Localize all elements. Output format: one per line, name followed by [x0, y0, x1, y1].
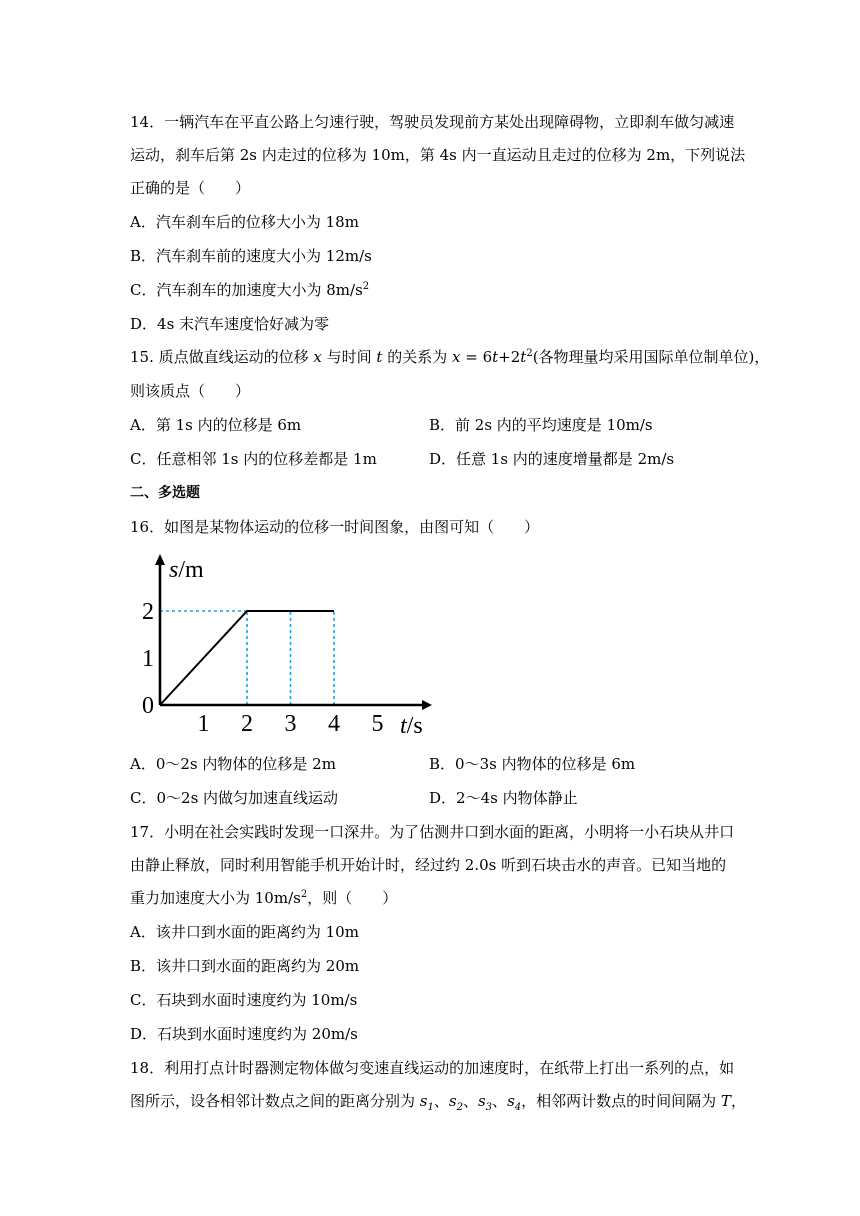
q17-option-c: C．石块到水面时速度约为 10m/s: [130, 991, 358, 1009]
x-tick-label: 4: [328, 711, 340, 737]
q18-sep-2: 、: [462, 1092, 478, 1110]
q14-stem-line1: 14．一辆汽车在平直公路上匀速行驶，驾驶员发现前方某处出现障碍物，立即刹车做匀减速: [130, 113, 735, 131]
x-tick-label: 3: [284, 711, 297, 737]
q18-sep-3: 、: [492, 1092, 508, 1110]
q16-stem: 16．如图是某物体运动的位移一时间图象，由图可知（ ）: [130, 518, 540, 536]
q17-text-2: ，则（ ）: [307, 889, 398, 907]
q15-option-d: D．任意 1s 内的速度增量都是 2m/s: [429, 450, 675, 468]
q14-option-c: [130, 280, 369, 300]
q18-s4-sub: 4: [514, 1102, 522, 1113]
q15-option-c: C．任意相邻 1s 内的位移差都是 1m: [130, 450, 377, 468]
q16-option-c: C．0～2s 内做匀加速直线运动: [130, 789, 339, 807]
q15-eq-exponent: 2: [526, 348, 533, 359]
q16-option-a: A．0～2s 内物体的位移是 2m: [130, 755, 336, 773]
q15-text-2: 与时间: [321, 348, 377, 366]
q15-stem-line1: [130, 347, 769, 367]
q18-text-1: 图所示，设各相邻计数点之间的距离分别为: [130, 1092, 420, 1110]
q18-text-2: ，相邻两计数点的时间间隔为: [521, 1092, 721, 1110]
q18-s1-sub: 1: [427, 1102, 434, 1113]
q18-s3-sub: 3: [485, 1102, 493, 1113]
q14-option-b: B．汽车刹车前的速度大小为 12m/s: [130, 247, 372, 265]
q14-option-d: D．4s 末汽车速度恰好减为零: [130, 315, 330, 333]
q18-text-3: ，: [730, 1092, 746, 1110]
q17-option-a: A．该井口到水面的距离约为 10m: [130, 923, 359, 941]
y-axis-variable: s: [169, 557, 179, 583]
y-axis-arrow: [155, 554, 165, 565]
y-axis-unit: /m: [178, 557, 204, 583]
q15-text-4: (各物理量均采用国际单位制单位)，: [532, 348, 770, 366]
q14-option-a: A．汽车刹车后的位移大小为 18m: [130, 213, 359, 231]
origin-label: 0: [142, 693, 154, 719]
q15-var-x: x: [313, 348, 322, 366]
axis-labels: [142, 557, 423, 739]
dashed-guides: [160, 611, 334, 705]
q14-stem-line2: 运动，刹车后第 2s 内走过的位移为 10m，第 4s 内一直运动且走过的位移为 2m，下列说法: [130, 146, 746, 164]
q17-exponent: 2: [300, 889, 308, 900]
x-axis-variable: t: [400, 713, 407, 739]
y-tick-label: 2: [142, 599, 154, 625]
section-title: 二、多选题: [130, 485, 200, 501]
q18-stem-line1: 18．利用打点计时器测定物体做匀变速直线运动的加速度时，在纸带上打出一系列的点，如: [130, 1059, 735, 1077]
q15-eq-x: x: [452, 348, 461, 366]
x-tick-label: 2: [241, 711, 253, 737]
y-tick-label: 1: [142, 646, 154, 672]
x-axis-unit: /s: [406, 713, 423, 739]
q15-eq-t2: t: [520, 348, 527, 366]
q18-s1: s: [419, 1092, 428, 1110]
x-tick-label: 1: [197, 711, 210, 737]
q15-stem-line2: 则该质点（ ）: [130, 382, 251, 400]
q15-text-1: 15. 质点做直线运动的位移: [130, 348, 314, 366]
q18-s3: s: [477, 1092, 486, 1110]
q18-s2-sub: 2: [456, 1102, 463, 1113]
q14-stem-line3: 正确的是（ ）: [130, 179, 251, 197]
q14-option-c-text: C．汽车刹车的加速度大小为 8m/s: [130, 281, 363, 299]
q17-stem-line1: 17．小明在社会实践时发现一口深井。为了估测井口到水面的距离，小明将一小石块从井口: [130, 823, 735, 841]
q17-option-b: B．该井口到水面的距离约为 20m: [130, 957, 360, 975]
q17-text-1: 重力加速度大小为 10m/s: [130, 889, 301, 907]
x-tick-label: 5: [371, 711, 384, 737]
q17-stem-line2: 由静止释放，同时利用智能手机开始计时，经过约 2.0s 听到石块击水的声音。已知当地的: [130, 856, 727, 874]
q16-option-d: D．2～4s 内物体静止: [429, 789, 578, 807]
x-axis-title: [400, 713, 423, 739]
position-time-graph: [138, 550, 443, 740]
q18-var-T: T: [720, 1092, 731, 1110]
q15-text-3: 的关系为: [382, 348, 452, 366]
q15-eq-part1: = 6: [460, 348, 493, 366]
q17-option-d: D．石块到水面时速度约为 20m/s: [130, 1025, 358, 1043]
y-axis-title: [169, 557, 204, 583]
q18-s2: s: [448, 1092, 457, 1110]
q18-sep-1: 、: [433, 1092, 449, 1110]
x-axis-arrow: [422, 700, 432, 710]
q15-option-b: B．前 2s 内的平均速度是 10m/s: [429, 416, 653, 434]
q15-eq-part2: +2: [498, 348, 521, 366]
q17-stem-line3: [130, 888, 397, 908]
q15-option-a: A．第 1s 内的位移是 6m: [130, 416, 302, 434]
q15-eq-t1: t: [492, 348, 499, 366]
q18-stem-line2: [130, 1091, 746, 1111]
q15-var-t: t: [376, 348, 383, 366]
q18-s4: s: [507, 1092, 515, 1110]
q16-option-b: B．0～3s 内物体的位移是 6m: [429, 755, 636, 773]
q14-option-c-exponent: 2: [362, 281, 370, 292]
